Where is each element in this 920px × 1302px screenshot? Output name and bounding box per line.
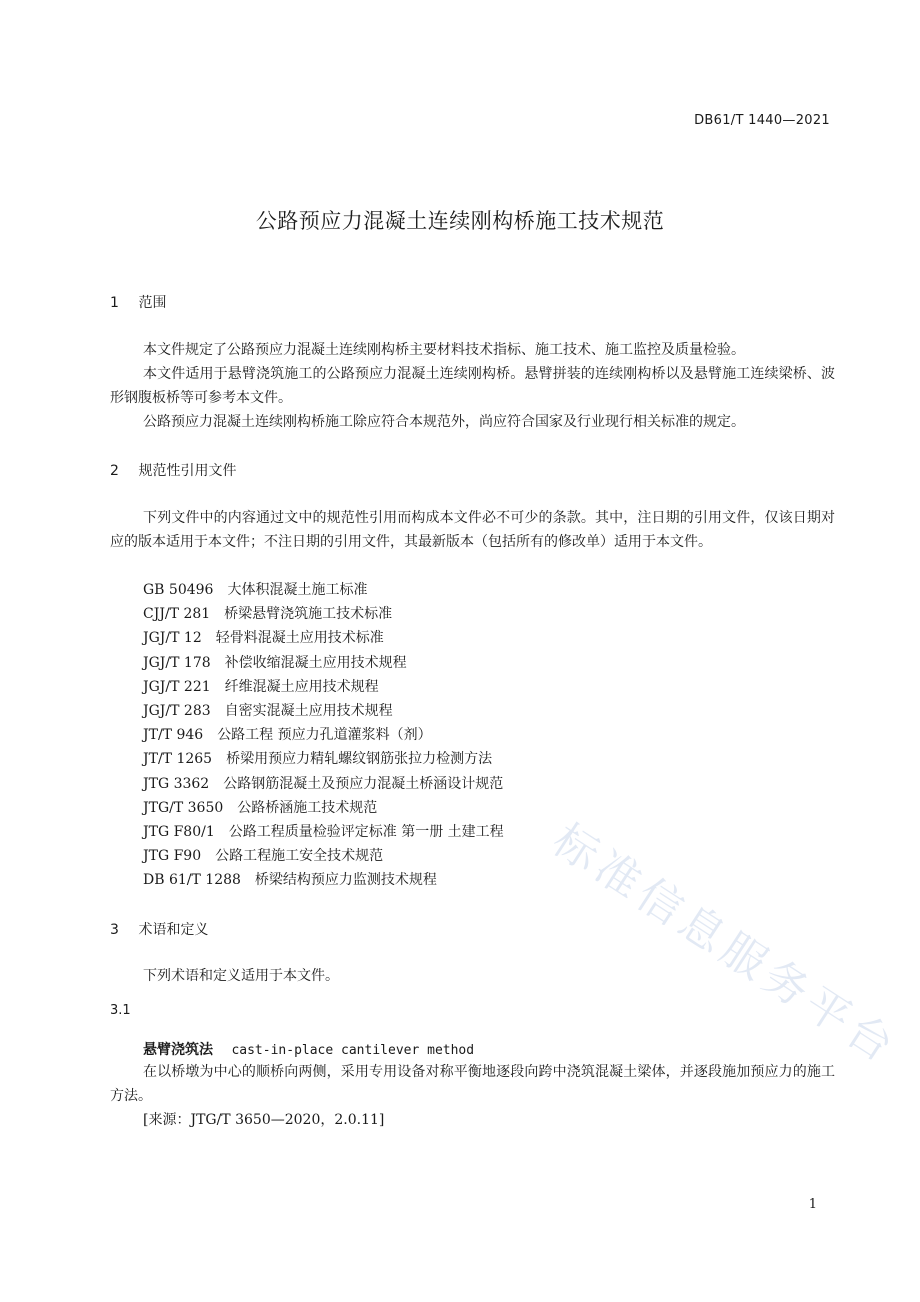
term-source: [来源：JTG/T 3650—2020，2.0.11] — [143, 1112, 385, 1128]
reference-code: JGJ/T 178 — [143, 654, 211, 671]
reference-code: JT/T 1265 — [143, 751, 213, 768]
reference-name: 公路工程质量检验评定标准 第一册 土建工程 — [228, 824, 504, 841]
section-number: 1 — [110, 295, 119, 311]
section-1-heading — [110, 292, 166, 312]
reference-code: JTG F80/1 — [143, 824, 215, 841]
list-item — [143, 651, 504, 675]
list-item — [143, 772, 504, 796]
paragraph: 下列术语和定义适用于本文件。 — [143, 968, 339, 984]
section-number: 3 — [110, 922, 119, 938]
page-number: 1 — [808, 1197, 817, 1212]
reference-name: 公路桥涵施工技术规范 — [237, 799, 378, 816]
reference-code: JGJ/T 12 — [143, 630, 202, 647]
reference-code: GB 50496 — [143, 582, 214, 598]
section-title: 范围 — [138, 295, 167, 311]
list-item — [143, 820, 504, 844]
paragraph: 下列文件中的内容通过文中的规范性引用而构成本文件必不可少的条款。其中，注日期的引用文件，仅该日期对应的版本适用于本文件；不注日期的引用文件，其最新版本（包括所有的修改单）适用于本文件。 — [110, 510, 835, 550]
list-item — [143, 675, 504, 699]
term-english: cast-in-place cantilever method — [231, 1043, 475, 1058]
reference-code: DB 61/T 1288 — [143, 872, 241, 889]
reference-list — [143, 578, 504, 893]
reference-name: 公路工程 预应力孔道灌浆料（剂） — [217, 727, 432, 744]
reference-name: 公路工程施工安全技术规范 — [215, 848, 384, 865]
list-item — [143, 578, 504, 602]
reference-code: JTG F90 — [143, 848, 202, 865]
reference-name: 桥梁用预应力精轧螺纹钢筋张拉力检测方法 — [226, 751, 493, 768]
paragraph: 本文件规定了公路预应力混凝土连续刚构桥主要材料技术指标、施工技术、施工监控及质量检验。 — [143, 342, 745, 358]
reference-name: 补偿收缩混凝土应用技术规程 — [224, 654, 407, 671]
clause-number: 3.1 — [110, 1003, 131, 1018]
reference-name: 桥梁结构预应力监测技术规程 — [254, 872, 437, 889]
page-title: 公路预应力混凝土连续刚构桥施工技术规范 — [255, 209, 665, 233]
reference-name: 桥梁悬臂浇筑施工技术标准 — [224, 606, 393, 623]
section-3-heading — [110, 919, 208, 939]
section-number: 2 — [110, 463, 119, 479]
reference-name: 大体积混凝土施工标准 — [227, 582, 368, 598]
paragraph: 公路预应力混凝土连续刚构桥施工除应符合本规范外，尚应符合国家及行业现行相关标准的规定。 — [143, 414, 745, 430]
reference-name: 轻骨料混凝土应用技术标准 — [215, 630, 384, 647]
reference-name: 公路钢筋混凝土及预应力混凝土桥涵设计规范 — [223, 775, 504, 792]
section-title: 术语和定义 — [138, 922, 209, 938]
term-definition: 在以桥墩为中心的顺桥向两侧，采用专用设备对称平衡地逐段向跨中浇筑混凝土梁体，并逐段施加预应力的施工方法。 — [110, 1064, 835, 1104]
list-item — [143, 626, 504, 650]
list-item — [143, 796, 504, 820]
reference-name: 纤维混凝土应用技术规程 — [224, 678, 379, 695]
reference-code: JT/T 946 — [143, 727, 204, 744]
watermark-text: 标准信息服务平台 — [543, 814, 907, 1076]
term-heading — [143, 1039, 474, 1059]
section-title: 规范性引用文件 — [138, 463, 237, 479]
reference-code: CJJ/T 281 — [143, 606, 211, 623]
reference-code: JGJ/T 221 — [143, 678, 211, 695]
reference-code: JTG/T 3650 — [143, 799, 224, 816]
list-item — [143, 747, 504, 771]
list-item — [143, 602, 504, 626]
list-item — [143, 868, 504, 892]
reference-code: JTG 3362 — [143, 775, 210, 792]
list-item — [143, 723, 504, 747]
document-number: DB61/T 1440—2021 — [694, 113, 830, 128]
list-item — [143, 844, 504, 868]
term-chinese: 悬臂浇筑法 — [143, 1042, 213, 1058]
reference-code: JGJ/T 283 — [143, 703, 211, 720]
list-item — [143, 699, 504, 723]
paragraph: 本文件适用于悬臂浇筑施工的公路预应力混凝土连续刚构桥。悬臂拼装的连续刚构桥以及悬臂施工连续梁桥、波形钢腹板桥等可参考本文件。 — [110, 366, 835, 406]
section-2-heading — [110, 460, 236, 480]
reference-name: 自密实混凝土应用技术规程 — [224, 703, 393, 720]
